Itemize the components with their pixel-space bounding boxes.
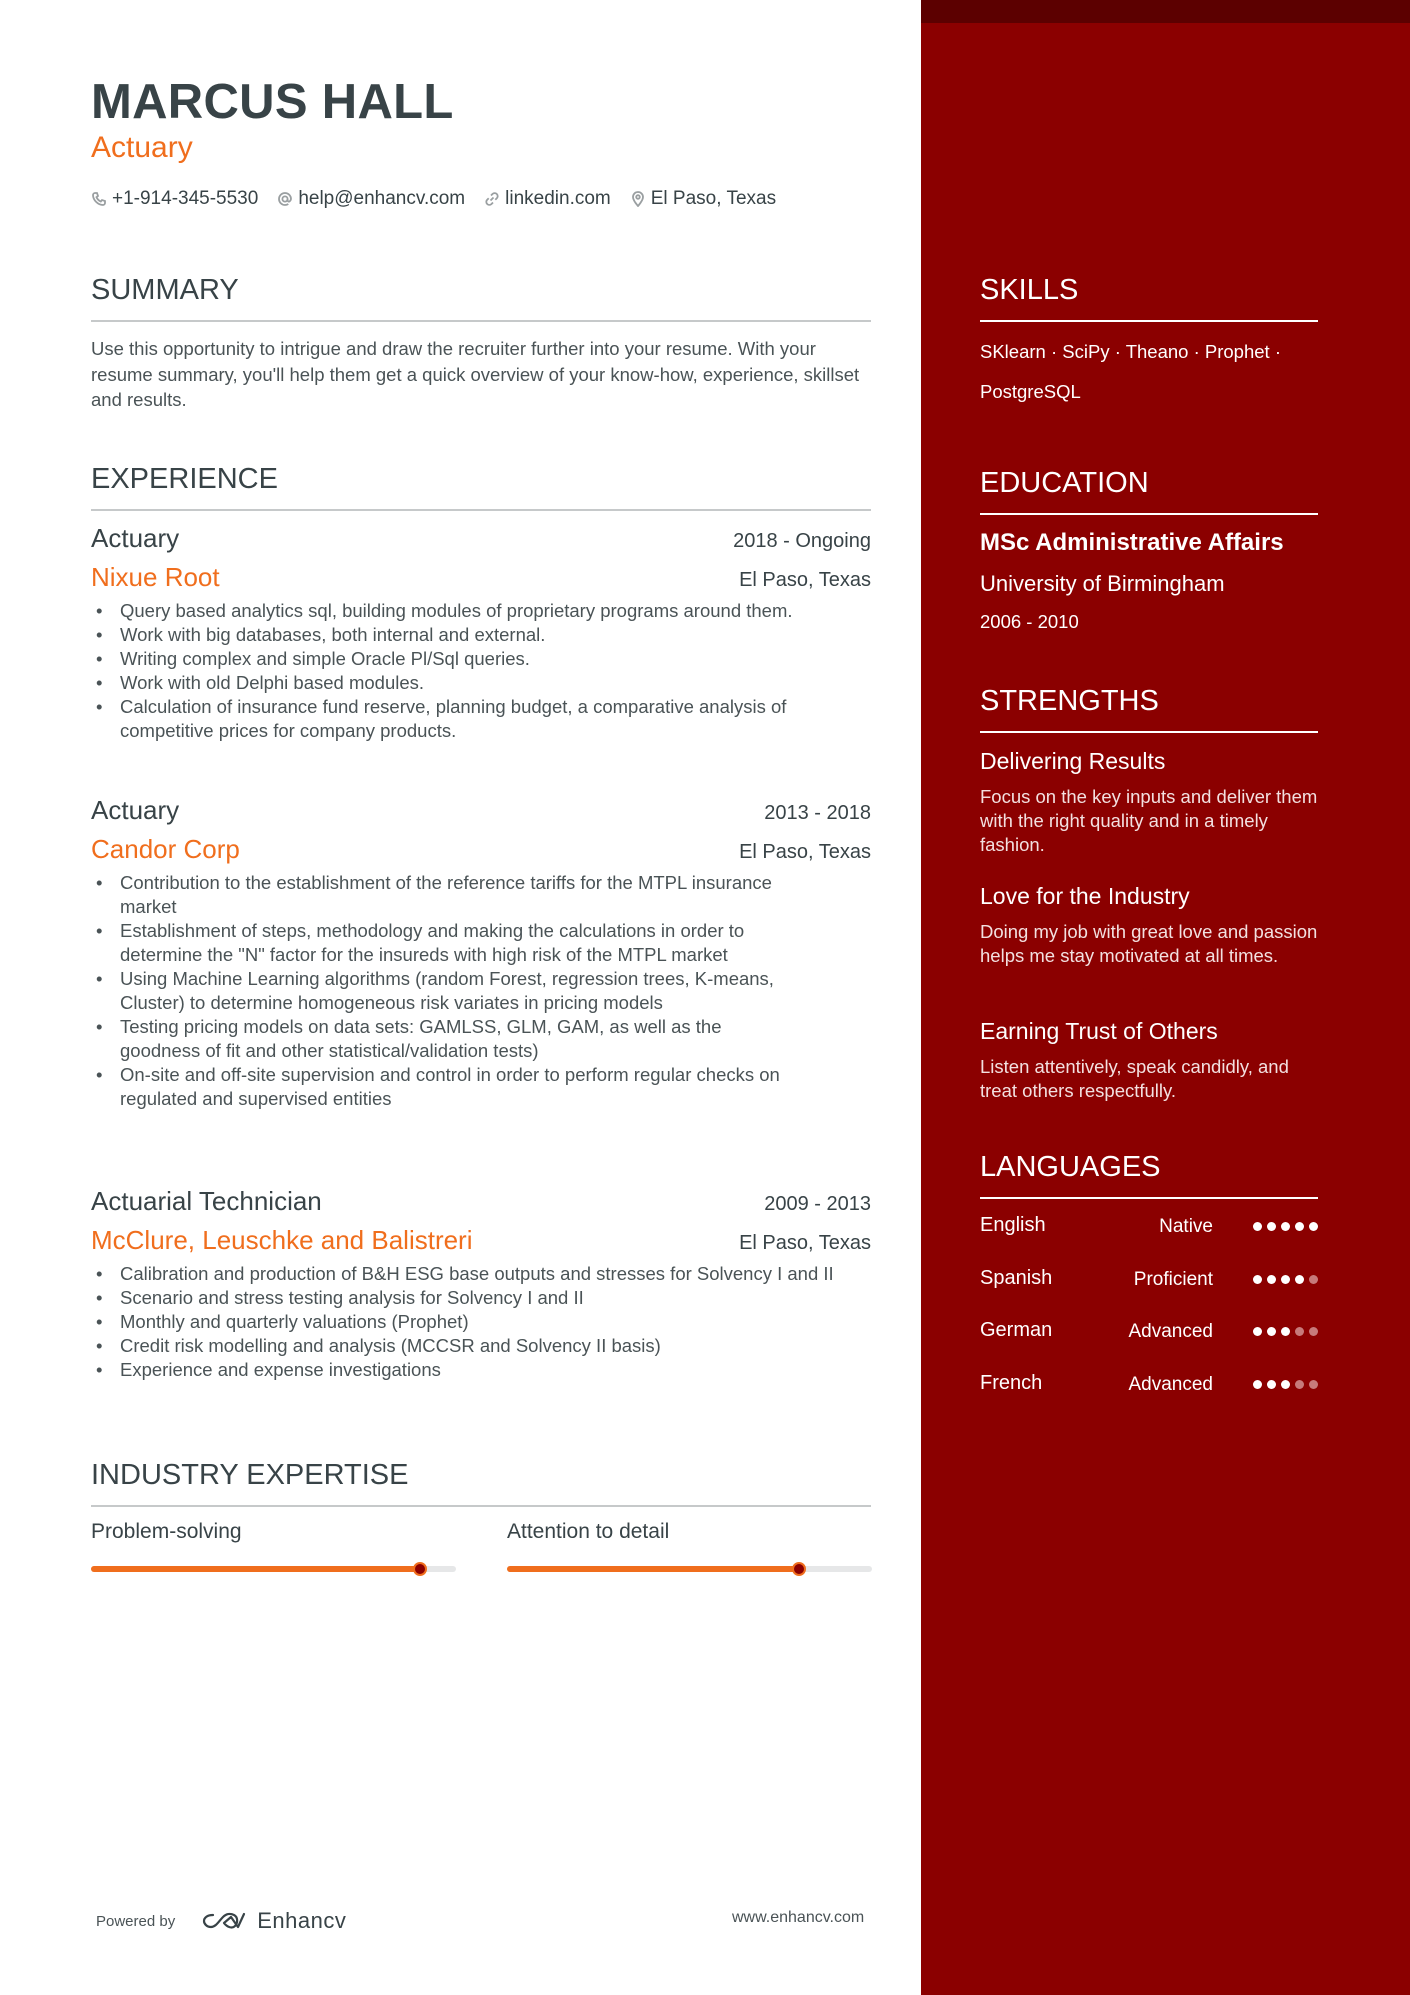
job-company: McClure, Leuschke and Balistreri <box>91 1225 473 1255</box>
expertise-label: Attention to detail <box>507 1520 670 1543</box>
enhancv-logo-icon <box>201 1909 247 1933</box>
job-bullet: • Scenario and stress testing analysis for Solvency I and II <box>120 1286 871 1310</box>
job-location: El Paso, Texas <box>739 841 871 863</box>
job-location: El Paso, Texas <box>739 1232 871 1254</box>
strength-item <box>980 883 1318 968</box>
strength-item <box>980 748 1318 857</box>
language-level: Advanced <box>1128 1374 1213 1395</box>
skill-item: Theano <box>1125 341 1189 362</box>
strength-description: Doing my job with great love and passion helps me stay motivated at all times. <box>980 921 1318 966</box>
job-dates: 2013 - 2018 <box>764 802 871 824</box>
expertise-bar <box>507 1566 872 1572</box>
job-bullet: • Calculation of insurance fund reserve, planning budget, a comparative analysis of competitive prices for company products. <box>120 695 871 743</box>
skill-item: Prophet <box>1204 341 1270 362</box>
expertise-bar-fill <box>507 1566 799 1572</box>
job-bullet: • Testing pricing models on data sets: GAMLSS, GLM, GAM, as well as the goodness of fit and other statistical/validation tests) <box>120 1015 780 1063</box>
rating-dot-filled <box>1309 1222 1318 1231</box>
rating-dot-filled <box>1253 1380 1262 1389</box>
job-bullets <box>91 1262 871 1382</box>
job-bullet: • On-site and off-site supervision and control in order to perform regular checks on regulated and supervised entities <box>120 1063 780 1111</box>
education-degree: MSc Administrative Affairs <box>980 529 1284 556</box>
footer-powered-by <box>96 1908 346 1934</box>
contact-linkedin[interactable] <box>484 188 611 210</box>
rating-dot-empty <box>1309 1380 1318 1389</box>
expertise-item <box>507 1520 872 1572</box>
job-bullet: • Writing complex and simple Oracle Pl/Sql queries. <box>120 647 871 671</box>
strengths-heading: STRENGTHS <box>980 685 1159 717</box>
rating-dot-filled <box>1267 1327 1276 1336</box>
expertise-label: Problem-solving <box>91 1520 242 1543</box>
rating-dot-filled <box>1267 1380 1276 1389</box>
strength-item <box>980 1018 1318 1103</box>
job-bullet: • Query based analytics sql, building modules of proprietary programs around them. <box>120 599 871 623</box>
job-bullet: • Calibration and production of B&H ESG base outputs and stresses for Solvency I and II <box>120 1262 871 1286</box>
rating-dot-filled <box>1295 1275 1304 1284</box>
summary-divider <box>91 320 871 322</box>
job-bullet: • Experience and expense investigations <box>120 1358 871 1382</box>
language-name: German <box>980 1319 1053 1341</box>
location-pin-icon <box>630 191 646 207</box>
language-name: French <box>980 1372 1043 1394</box>
link-icon <box>484 191 500 207</box>
skill-item: SKlearn <box>980 341 1046 362</box>
job-bullet: • Establishment of steps, methodology and making the calculations in order to determine the "N" factor for the insureds with high risk of the MTPL market <box>120 919 780 967</box>
job-bullet: • Contribution to the establishment of the reference tariffs for the MTPL insurance market <box>120 871 780 919</box>
summary-heading: SUMMARY <box>91 274 239 306</box>
expertise-item <box>91 1520 456 1572</box>
candidate-title: Actuary <box>91 131 193 164</box>
language-rating-dots <box>1248 1380 1318 1389</box>
contact-email[interactable] <box>277 188 465 210</box>
rating-dot-empty <box>1295 1327 1304 1336</box>
skills-list: SKlearn · SciPy · Theano · Prophet · PostgreSQL <box>980 341 1281 402</box>
language-level: Advanced <box>1128 1321 1213 1342</box>
expertise-bar-knob <box>413 1562 427 1576</box>
rating-dot-filled <box>1281 1380 1290 1389</box>
rating-dot-filled <box>1267 1275 1276 1284</box>
expertise-bar <box>91 1566 456 1572</box>
education-school: University of Birmingham <box>980 571 1225 596</box>
job-dates: 2009 - 2013 <box>764 1193 871 1215</box>
powered-by-text: Powered by <box>96 1912 176 1930</box>
sidebar-top-band <box>921 0 1410 23</box>
language-rating-dots <box>1248 1327 1318 1336</box>
language-level: Proficient <box>1133 1269 1213 1290</box>
job-location: El Paso, Texas <box>739 569 871 591</box>
contact-location <box>630 188 776 210</box>
candidate-name: MARCUS HALL <box>91 75 454 129</box>
languages-divider <box>980 1197 1318 1199</box>
job-bullets <box>91 871 780 1111</box>
job-bullets <box>91 599 871 743</box>
expertise-bar-knob <box>792 1562 806 1576</box>
education-divider <box>980 513 1318 515</box>
job-bullet: • Work with old Delphi based modules. <box>120 671 871 695</box>
rating-dot-filled <box>1253 1275 1262 1284</box>
email-text: help@enhancv.com <box>298 188 466 209</box>
rating-dot-empty <box>1309 1275 1318 1284</box>
strength-title: Delivering Results <box>980 748 1166 774</box>
language-row <box>980 1267 1318 1293</box>
strength-description: Listen attentively, speak candidly, and treat others respectfully. <box>980 1056 1289 1101</box>
enhancv-logo[interactable] <box>201 1908 346 1934</box>
enhancv-brand-text: Enhancv <box>257 1908 347 1933</box>
strength-title: Love for the Industry <box>980 883 1190 909</box>
education-heading: EDUCATION <box>980 467 1149 499</box>
job-bullet: • Credit risk modelling and analysis (MCCSR and Solvency II basis) <box>120 1334 871 1358</box>
language-row <box>980 1214 1318 1240</box>
language-rating-dots <box>1248 1275 1318 1284</box>
at-icon <box>277 191 293 207</box>
footer-url[interactable]: www.enhancv.com <box>732 1909 865 1926</box>
language-name: Spanish <box>980 1267 1053 1289</box>
rating-dot-filled <box>1281 1222 1290 1231</box>
skill-item: PostgreSQL <box>980 381 1081 402</box>
contact-phone[interactable] <box>91 188 258 210</box>
job-bullet: • Using Machine Learning algorithms (random Forest, regression trees, K-means, Cluster) to determine homogeneous risk variates in pricing models <box>120 967 780 1015</box>
skills-heading: SKILLS <box>980 274 1079 306</box>
language-rating-dots <box>1248 1222 1318 1231</box>
rating-dot-filled <box>1281 1275 1290 1284</box>
rating-dot-filled <box>1253 1327 1262 1336</box>
skills-divider <box>980 320 1318 322</box>
education-dates: 2006 - 2010 <box>980 611 1079 632</box>
phone-text: +1-914-345-5530 <box>112 188 259 209</box>
phone-icon <box>91 191 107 207</box>
job-role: Actuarial Technician <box>91 1186 322 1216</box>
industry-expertise-heading: INDUSTRY EXPERTISE <box>91 1459 409 1491</box>
job-bullet: • Monthly and quarterly valuations (Prophet) <box>120 1310 871 1334</box>
job-dates: 2018 - Ongoing <box>733 530 871 552</box>
job-entry <box>91 795 871 1111</box>
rating-dot-filled <box>1253 1222 1262 1231</box>
language-name: English <box>980 1214 1046 1236</box>
industry-expertise-divider <box>91 1505 871 1507</box>
expertise-bar-fill <box>91 1566 420 1572</box>
job-role: Actuary <box>91 795 180 825</box>
job-role: Actuary <box>91 523 180 553</box>
job-company: Nixue Root <box>91 562 220 592</box>
job-company: Candor Corp <box>91 834 240 864</box>
linkedin-text: linkedin.com <box>505 188 611 209</box>
strength-description: Focus on the key inputs and deliver them with the right quality and in a timely fashion. <box>980 786 1318 855</box>
rating-dot-empty <box>1295 1380 1304 1389</box>
strengths-divider <box>980 731 1318 733</box>
language-row <box>980 1372 1318 1398</box>
language-row <box>980 1319 1318 1345</box>
skill-item: SciPy <box>1062 341 1110 362</box>
rating-dot-filled <box>1267 1222 1276 1231</box>
job-entry <box>91 1186 871 1382</box>
rating-dot-empty <box>1309 1327 1318 1336</box>
languages-heading: LANGUAGES <box>980 1151 1161 1183</box>
contact-bar <box>91 188 795 210</box>
experience-heading: EXPERIENCE <box>91 463 278 495</box>
strength-title: Earning Trust of Others <box>980 1018 1218 1044</box>
language-level: Native <box>1159 1216 1213 1237</box>
rating-dot-filled <box>1295 1222 1304 1231</box>
job-bullet: • Work with big databases, both internal and external. <box>120 623 871 647</box>
rating-dot-filled <box>1281 1327 1290 1336</box>
location-text: El Paso, Texas <box>650 188 777 209</box>
experience-divider <box>91 509 871 511</box>
summary-text: Use this opportunity to intrigue and draw the recruiter further into your resume. With your resume summary, you'll help them get a quick overview of your know-how, experience, skillset and results. <box>91 338 860 410</box>
job-entry <box>91 523 871 743</box>
